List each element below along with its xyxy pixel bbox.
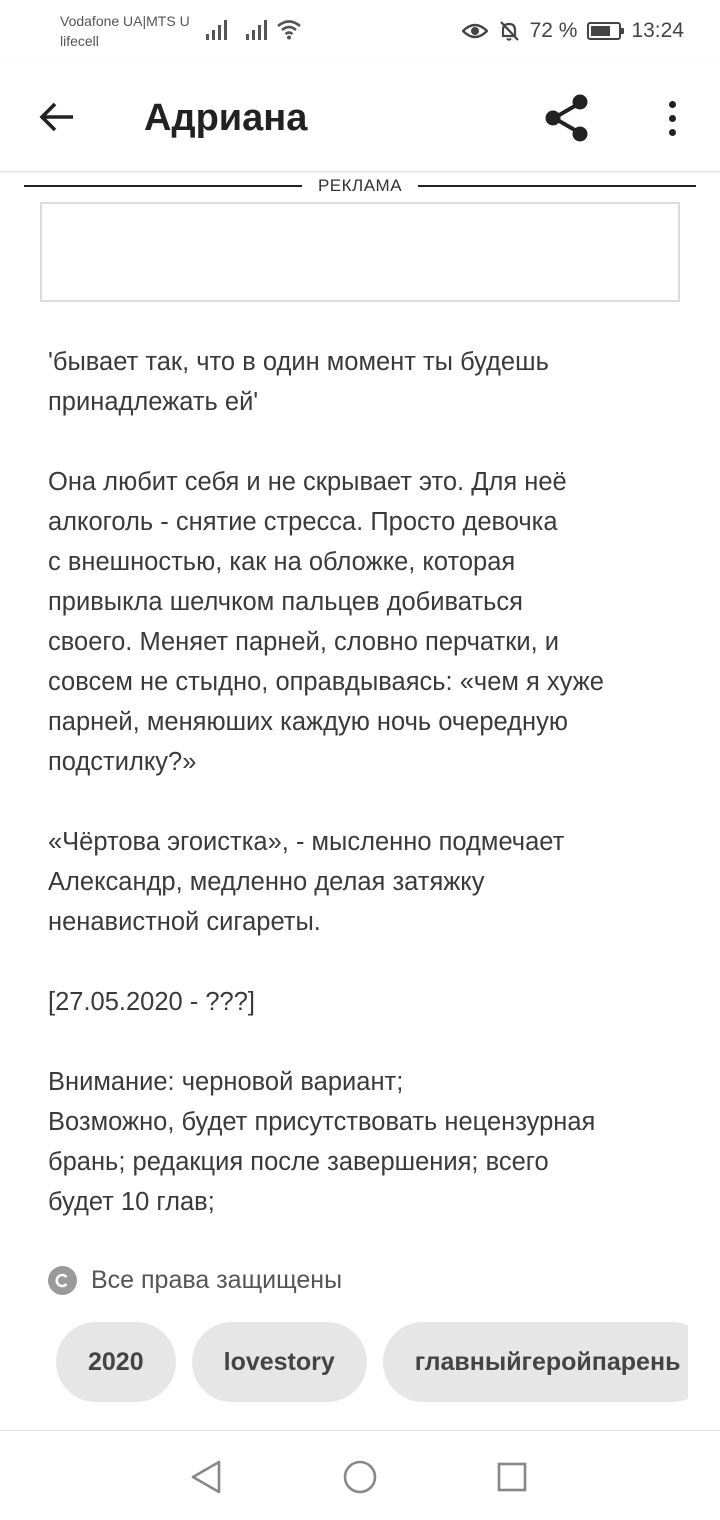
description-paragraph: 'бывает так, что в один момент ты будешь принадлежать ей' (48, 348, 549, 416)
page-title: Адриана (144, 97, 308, 139)
nav-home-button[interactable] (340, 1457, 380, 1497)
tag-list (56, 1322, 688, 1402)
signal-icon (246, 18, 267, 40)
bell-off-icon (498, 20, 520, 42)
ad-header (24, 176, 696, 196)
nav-recents-icon (496, 1461, 528, 1493)
carrier-info (60, 11, 190, 51)
ad-label: РЕКЛАМА (317, 176, 403, 195)
nav-back-button[interactable] (186, 1457, 226, 1497)
copyright-notice (48, 1262, 342, 1298)
system-nav-bar (0, 1430, 720, 1520)
description-paragraph: «Чёртова эгоистка», - мысленно подмечает Александр, медленно делая затяжку ненавистной сигареты. (48, 828, 565, 936)
share-button[interactable] (540, 90, 596, 146)
battery-percent: 72 % (529, 19, 578, 42)
clock: 13:24 (631, 19, 684, 42)
more-options-button[interactable] (650, 92, 694, 144)
status-indicators (462, 18, 684, 44)
tag-chip[interactable]: lovestory (192, 1322, 367, 1402)
eye-icon (462, 22, 488, 40)
status-bar (0, 0, 720, 64)
signal-icon (206, 18, 227, 40)
description-paragraph: Внимание: черновой вариант; Возможно, будет присутствовать нецензурная брань; редакция после завершения; всего будет 10 глав; (48, 1068, 596, 1216)
ad-banner[interactable] (40, 202, 680, 302)
wifi-icon (276, 18, 302, 40)
back-button[interactable] (34, 94, 80, 140)
nav-back-icon (189, 1459, 223, 1495)
nav-home-icon (342, 1459, 378, 1495)
carrier-name-1: Vodafone UA|MTS U (60, 13, 190, 29)
tag-chip[interactable]: главныйгеройпарень (383, 1322, 688, 1402)
copyright-text: Все права защищены (91, 1265, 343, 1294)
copyright-icon (48, 1266, 77, 1295)
share-icon (540, 90, 596, 146)
carrier-name-2: lifecell (60, 33, 99, 49)
app-bar (0, 64, 720, 172)
book-description (48, 342, 688, 1262)
battery-icon (587, 22, 621, 40)
description-paragraph: [27.05.2020 - ???] (48, 988, 256, 1016)
tag-chip[interactable]: 2020 (56, 1322, 176, 1402)
more-vertical-icon (669, 101, 676, 108)
nav-recents-button[interactable] (492, 1457, 532, 1497)
description-paragraph: Она любит себя и не скрывает это. Для неё алкоголь - снятие стресса. Просто девочка с внешностью, как на обложке, которая привыкла шелчком пальцев добиваться своего. Меняет парней, словно перчатки, и совсем не стыдно, оправдываясь: «чем я хуже парней, меняюших каждую ночь очередную подстилку?» (48, 468, 604, 776)
battery-level (591, 26, 610, 36)
back-arrow-icon (39, 102, 75, 132)
